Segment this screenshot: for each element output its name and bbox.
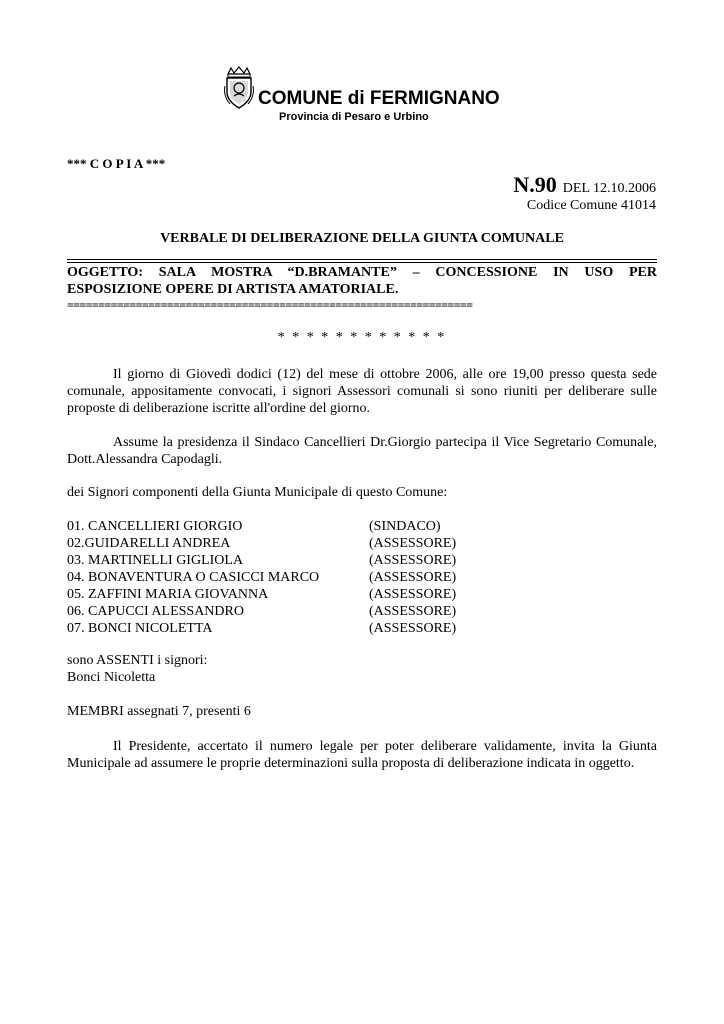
member-role: (ASSESSORE) (369, 587, 457, 602)
document-title: VERBALE DI DELIBERAZIONE DELLA GIUNTA COMUNALE (160, 231, 564, 246)
member-name: 01. CANCELLIERI GIORGIO (67, 519, 243, 534)
delibera-number-line (513, 172, 656, 198)
member-name: 06. CAPUCCI ALESSANDRO (67, 604, 244, 619)
delibera-date: DEL 12.10.2006 (562, 181, 656, 196)
copia-label: *** C O P I A *** (67, 156, 166, 171)
assenti-label: sono ASSENTI i signori: (67, 653, 208, 668)
member-role: (SINDACO) (369, 519, 441, 534)
member-row (67, 552, 456, 569)
member-row (67, 586, 456, 603)
member-row (67, 535, 456, 552)
presidenza-paragraph: Assume la presidenza il Sindaco Cancellieri Dr.Giorgio partecipa il Vice Segretario Comunale, Dott.Alessandra Capodagli. (67, 435, 657, 467)
member-name: 07. BONCI NICOLETTA (67, 621, 213, 636)
presidente-paragraph: Il Presidente, accertato il numero legale per poter deliberare validamente, invita la Giunta Municipale ad assumere le proprie determinazioni sulla proposta di deliberazione indicata in oggetto. (67, 739, 657, 771)
membri-count: MEMBRI assegnati 7, presenti 6 (67, 704, 251, 719)
member-name: 05. ZAFFINI MARIA GIOVANNA (67, 587, 269, 602)
member-name: 03. MARTINELLI GIGLIOLA (67, 553, 244, 568)
codice-comune: Codice Comune 41014 (526, 198, 656, 213)
members-list (67, 518, 456, 637)
member-role: (ASSESSORE) (369, 536, 457, 551)
componenti-paragraph: dei Signori componenti della Giunta Municipale di questo Comune: (67, 485, 448, 500)
oggetto-text: OGGETTO: SALA MOSTRA “D.BRAMANTE” – CONCESSIONE IN USO PER ESPOSIZIONE OPERE DI ARTISTA AMATORIALE. (67, 265, 657, 297)
letterhead (222, 66, 512, 126)
comune-name: COMUNE di FERMIGNANO (258, 88, 500, 109)
municipal-crest-icon (222, 66, 256, 110)
member-row (67, 603, 456, 620)
stars-separator: * * * * * * * * * * * * (277, 330, 447, 345)
member-name: 02.GUIDARELLI ANDREA (67, 536, 231, 551)
divider-line (67, 262, 657, 263)
member-role: (ASSESSORE) (369, 553, 457, 568)
divider-line (67, 259, 657, 260)
member-row (67, 569, 456, 586)
member-row (67, 518, 456, 535)
provincia-name: Provincia di Pesaro e Urbino (279, 111, 429, 123)
member-role: (ASSESSORE) (369, 570, 457, 585)
member-role: (ASSESSORE) (369, 604, 457, 619)
member-role: (ASSESSORE) (369, 621, 457, 636)
member-name: 04. BONAVENTURA O CASICCI MARCO (67, 570, 320, 585)
member-row (67, 620, 456, 637)
separator-line: ================================================================= (67, 298, 473, 312)
assenti-names: Bonci Nicoletta (67, 670, 156, 685)
intro-paragraph: Il giorno di Giovedì dodici (12) del mese di ottobre 2006, alle ore 19,00 presso questa sede comunale, appositamente convocati, i signori Assessori comunali si sono riuniti per deliberare sulle proposte di deliberazione iscritte all'ordine del giorno. (67, 367, 657, 416)
delibera-number: N.90 (513, 172, 557, 197)
